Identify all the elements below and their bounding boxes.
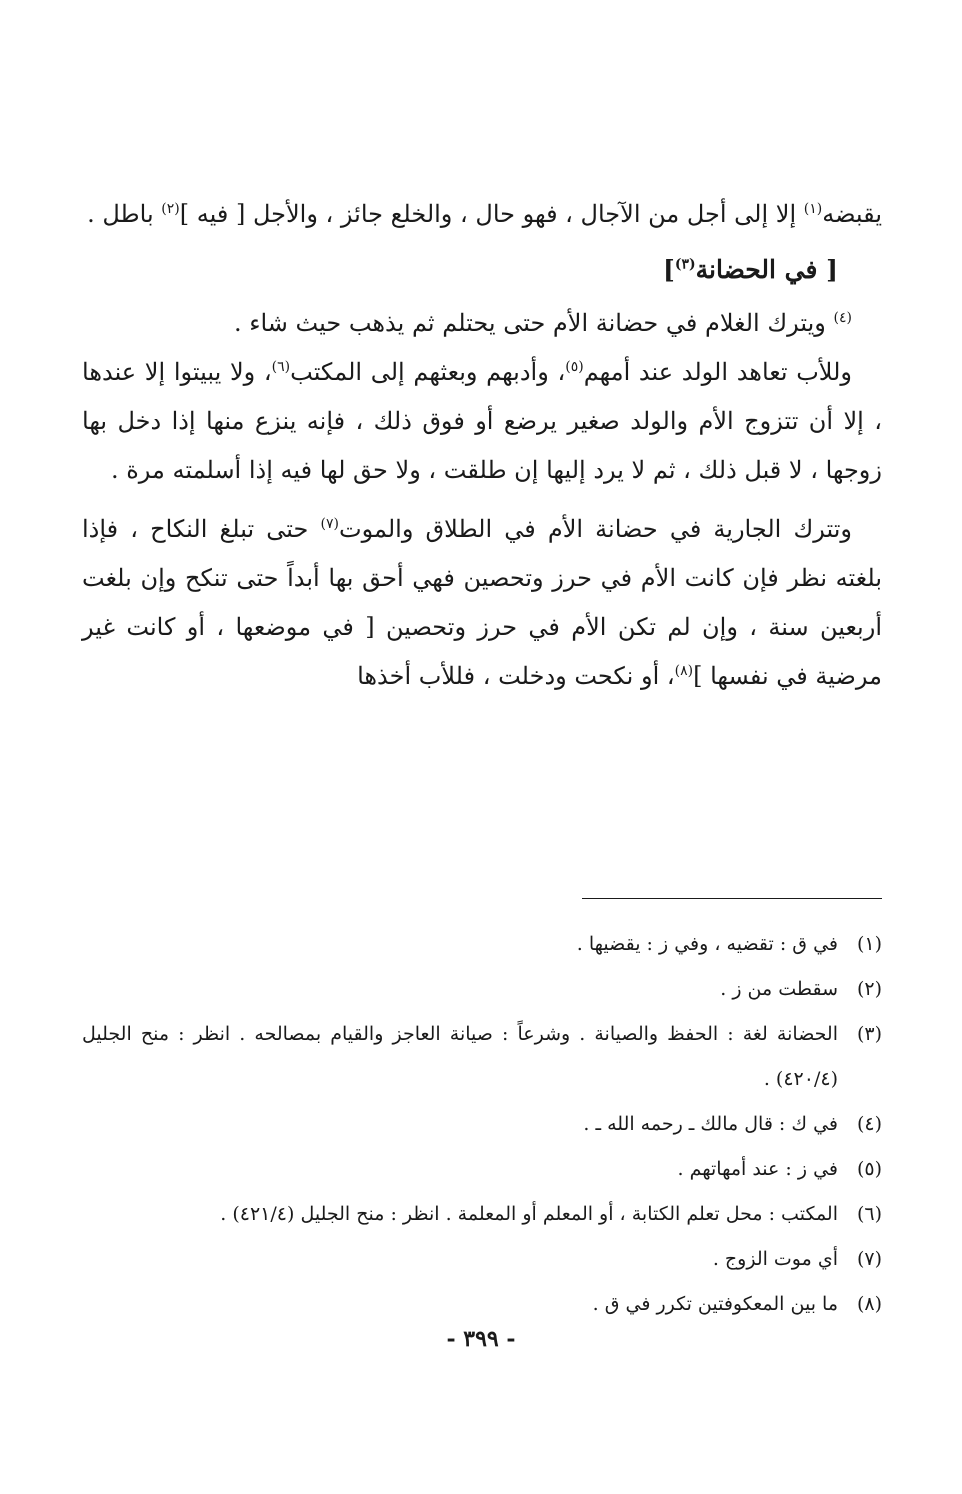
footnote-text: سقطت من ز . (720, 978, 838, 1000)
footnote-item (82, 1012, 882, 1102)
footnote-ref[interactable]: (٨) (674, 663, 694, 679)
footnote-number: (١) (856, 933, 882, 955)
footnote-ref[interactable]: (٢) (161, 201, 180, 217)
footnote-item (82, 1147, 882, 1192)
footnote-item (82, 922, 882, 967)
footnote-text: في ق : تقضيه ، وفي ز : يقضيها . (576, 933, 838, 955)
footnote-divider (582, 898, 882, 899)
footnote-number: (٥) (856, 1158, 882, 1180)
main-text (82, 190, 882, 701)
footnote-text: أي موت الزوج . (712, 1248, 838, 1270)
section-heading: [ في الحضانة$^{(٣)}$] (662, 255, 838, 284)
footnote-ref[interactable]: (٦) (271, 359, 291, 375)
paragraph-2: $^{(٤)}$ ويترك الغلام في حضانة الأم حتى يحتلم ثم يذهب حيث شاء . (233, 309, 852, 337)
footnote-ref[interactable]: (٣) (674, 256, 696, 273)
footnote-text: الحضانة لغة : الحفظ والصيانة . وشرعاً : صيانة العاجز والقيام بمصالحه . انظر : منح الجليل (٤٢٠/٤) . (82, 1023, 838, 1090)
footnote-number: (٣) (856, 1023, 882, 1045)
footnote-text: ما بين المعكوفتين تكرر في ق . (592, 1293, 838, 1315)
footnote-text: المكتب : محل تعلم الكتابة ، أو المعلم أو المعلمة . انظر : منح الجليل (٤٢١/٤) . (220, 1203, 838, 1225)
footnote-item (82, 1237, 882, 1282)
paragraph-4: وتترك الجارية في حضانة الأم في الطلاق والموت$^{(٧)}$ حتى تبلغ النكاح ، فإذا بلغته نظر فإن كانت الأم في حرز وتحصين فهي أحق بها أبداً حتى تنكح وإن بلغت أربعين سنة ، وإن لم تكن الأم في حرز وتحصين [ في موضعها ، أو كانت غير مرضية في نفسها ]$^{(٨)}$، أو نكحت ودخلت ، فللأب أخذها (82, 515, 882, 690)
footnote-number: (٧) (856, 1248, 882, 1270)
footnote-text: في ك : قال مالك ـ رحمه الله ـ . (583, 1113, 838, 1135)
footnotes (82, 922, 882, 1327)
page-number: - ٣٩٩ - (446, 1326, 516, 1352)
footnote-ref[interactable]: (٧) (320, 516, 339, 532)
footnote-ref[interactable]: (٤) (833, 310, 852, 326)
paragraph-3: وللأب تعاهد الولد عند أمهم$^{(٥)}$، وأدبهم وبعثهم إلى المكتب$^{(٦)}$، ولا يبيتوا إلا عندها ، إلا أن تتزوج الأم والولد صغير يرضع أو فوق ذلك ، فإنه ينزع منها إذا دخل بها زوجها ، لا قبل ذلك ، ثم لا يرد إليها إن طلقت ، ولا حق لها فيه إذا أسلمته مرة . (82, 358, 882, 484)
footnote-number: (٦) (856, 1203, 882, 1225)
footnote-text: في ز : عند أمهاتهم . (677, 1158, 838, 1180)
footnote-item (82, 1192, 882, 1237)
footnote-number: (٤) (856, 1113, 882, 1135)
footnote-number: (٨) (856, 1293, 882, 1315)
footnote-ref[interactable]: (٥) (565, 359, 584, 375)
footnote-number: (٢) (856, 978, 882, 1000)
footnote-ref[interactable]: (١) (803, 201, 823, 217)
paragraph-1: يقبضه$^{(١)}$ إلا إلى أجل من الآجال ، فهو حال ، والخلع جائز ، والأجل [ فيه ]$^{(٢)}$ باطل . (87, 200, 882, 228)
footnote-item (82, 1282, 882, 1327)
footnote-item (82, 967, 882, 1012)
footnote-item (82, 1102, 882, 1147)
